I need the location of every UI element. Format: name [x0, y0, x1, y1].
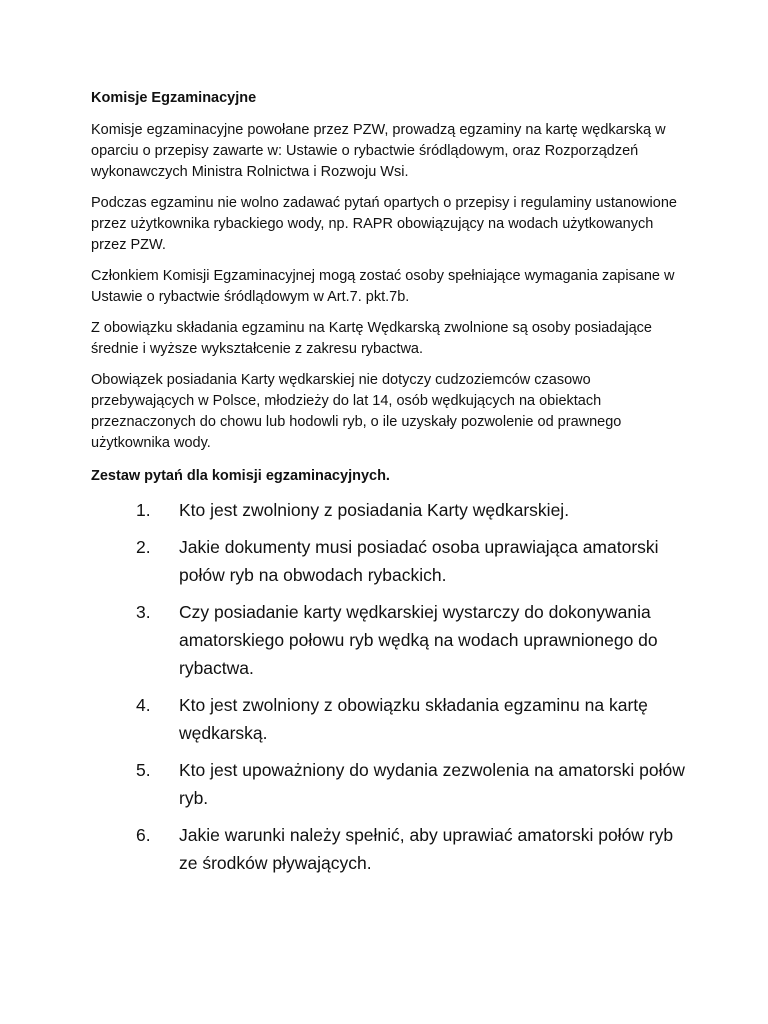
question-text: Kto jest upoważniony do wydania zezwolenia na amatorski połów ryb.: [179, 760, 685, 808]
paragraph-exemption: Z obowiązku składania egzaminu na Kartę Wędkarską zwolnione są osoby posiadające średnie i wyższe wykształcenie z zakresu rybactwa.: [91, 320, 652, 357]
questions-heading: Zestaw pytań dla komisji egzaminacyjnych.: [91, 468, 390, 484]
question-number: 1.: [136, 500, 151, 520]
question-text: Kto jest zwolniony z posiadania Karty wędkarskiej.: [179, 500, 570, 520]
document-page: [91, 88, 691, 886]
paragraph-commissions: Komisje egzaminacyjne powołane przez PZW, prowadzą egzaminy na kartę wędkarską w oparciu o przepisy zawarte w: Ustawie o rybactwie śródlądowym, oraz Rozporządzeń wykonawczych Ministra Rolnictwa i Rozwoju Wsi.: [91, 122, 666, 180]
list-item: [91, 756, 691, 812]
question-number: 6.: [136, 825, 151, 845]
document-title: Komisje Egzaminacyjne: [91, 90, 257, 106]
list-item: [91, 496, 691, 524]
list-item: [91, 821, 691, 877]
paragraph-card-requirement: Obowiązek posiadania Karty wędkarskiej nie dotyczy cudzoziemców czasowo przebywających w Polsce, młodzieży do lat 14, osób wędkujących na obiektach przeznaczonych do chowu lub hodowli ryb, o ile uzyskały pozwolenie od prawnego użytkownika wody.: [91, 372, 622, 451]
list-item: [91, 691, 691, 747]
question-number: 5.: [136, 760, 151, 780]
question-text: Kto jest zwolniony z obowiązku składania egzaminu na kartę wędkarską.: [179, 695, 648, 743]
question-text: Jakie warunki należy spełnić, aby uprawiać amatorski połów ryb ze środków pływających.: [179, 825, 674, 873]
questions-list: [91, 496, 691, 877]
question-number: 4.: [136, 695, 151, 715]
list-item: [91, 533, 691, 589]
question-text: Czy posiadanie karty wędkarskiej wystarczy do dokonywania amatorskiego połowu ryb wędką na wodach uprawnionego do rybactwa.: [179, 602, 658, 678]
paragraph-membership: Członkiem Komisji Egzaminacyjnej mogą zostać osoby spełniające wymagania zapisane w Ustawie o rybactwie śródlądowym w Art.7. pkt.7b.: [91, 268, 675, 305]
question-number: 3.: [136, 602, 151, 622]
list-item: [91, 598, 691, 682]
question-text: Jakie dokumenty musi posiadać osoba uprawiająca amatorski połów ryb na obwodach rybackich.: [179, 537, 659, 585]
question-number: 2.: [136, 537, 151, 557]
paragraph-exam-restrictions: Podczas egzaminu nie wolno zadawać pytań opartych o przepisy i regulaminy ustanowione przez użytkownika rybackiego wody, np. RAPR obowiązujący na wodach użytkowanych przez PZW.: [91, 195, 677, 253]
